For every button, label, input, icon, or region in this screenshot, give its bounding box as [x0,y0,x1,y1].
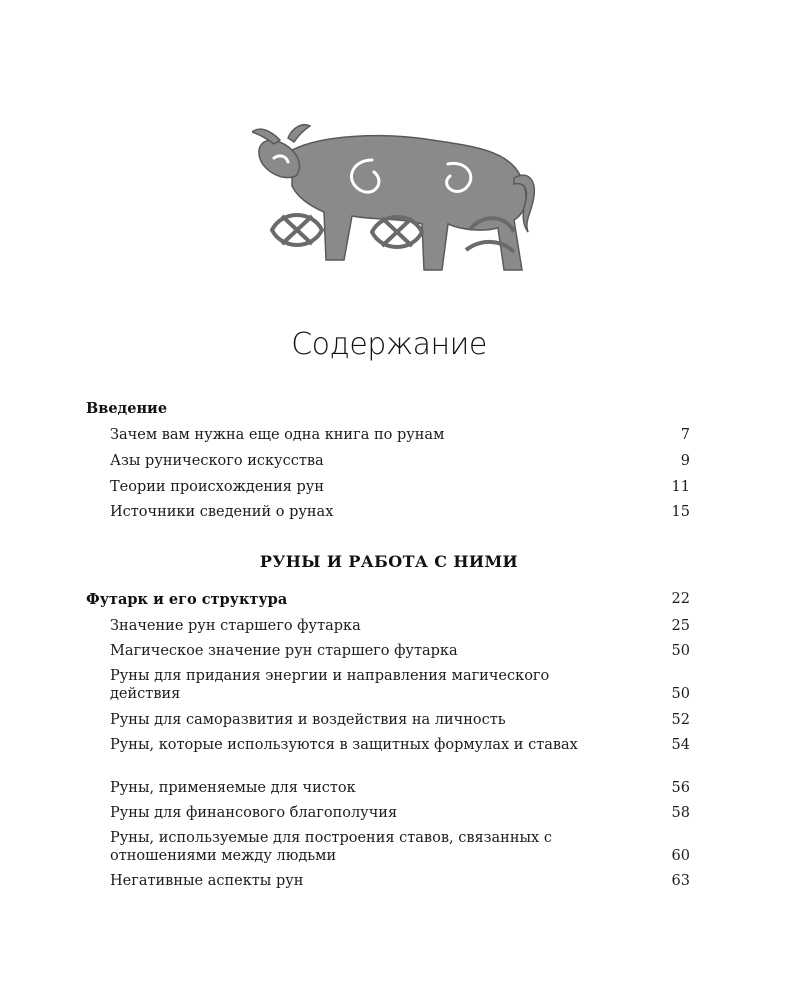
toc-entry[interactable] [110,872,690,890]
toc-entry[interactable] [110,804,690,822]
toc-entry-page: 54 [671,737,690,753]
toc-entry-title: Зачем вам нужна еще одна книга по рунам [110,427,445,443]
part-heading: РУНЫ И РАБОТА С НИМИ [259,552,519,571]
toc-entry-page: 56 [671,780,690,796]
toc-entry-page: 60 [671,848,690,864]
toc-entry-title: Руны для финансового благополучия [110,805,398,821]
toc-entry-page: 11 [671,479,690,495]
section-heading-futhark: Футарк и его структура [86,591,288,608]
toc-entry[interactable] [110,452,690,470]
toc-entry-title: Значение рун старшего футарка [110,618,361,634]
page-title: Содержание [291,327,487,362]
toc-entry-title: Руны, которые используются в защитных формулах и ставах [110,737,578,753]
toc-entry-page: 50 [671,643,690,659]
toc-entry-page: 58 [671,805,690,821]
toc-entry-title: Источники сведений о рунах [110,504,334,520]
toc-entry-title: Руны для саморазвития и воздействия на личность [110,712,506,728]
toc-entry-title: Магическое значение рун старшего футарка [110,643,458,659]
toc-entry[interactable] [110,667,690,703]
toc-entry-page: 15 [671,504,690,520]
toc-entry[interactable] [110,736,690,754]
toc-entry-title: Руны, применяемые для чисток [110,780,356,796]
toc-entry-page: 9 [680,453,690,469]
toc-entry[interactable] [110,478,690,496]
toc-entry[interactable] [110,829,690,865]
toc-entry[interactable] [110,711,690,729]
toc-entry-page: 25 [671,618,690,634]
toc-entry-page: 7 [680,427,690,443]
celtic-bull-emblem [252,120,542,280]
toc-entry-page: 50 [671,686,690,702]
toc-entry[interactable] [110,426,690,444]
toc-entry-page: 63 [671,873,690,889]
section-heading-intro: Введение [86,400,168,417]
toc-entry-title: Руны, используемые для построения ставов, связанных с отношениями между людьми [110,830,552,864]
toc-entry-title: Негативные аспекты рун [110,873,304,889]
toc-entry[interactable] [110,642,690,660]
toc-entry-title: Азы рунического искусства [110,453,324,469]
toc-entry[interactable] [110,617,690,635]
toc-entry-title: Руны для придания энергии и направления магического действия [110,668,550,702]
toc-entry-title: Теории происхождения рун [110,479,324,495]
toc-entry-page: 52 [671,712,690,728]
section-heading-page: 22 [671,591,690,607]
toc-entry[interactable] [110,779,690,797]
toc-entry[interactable] [110,503,690,521]
